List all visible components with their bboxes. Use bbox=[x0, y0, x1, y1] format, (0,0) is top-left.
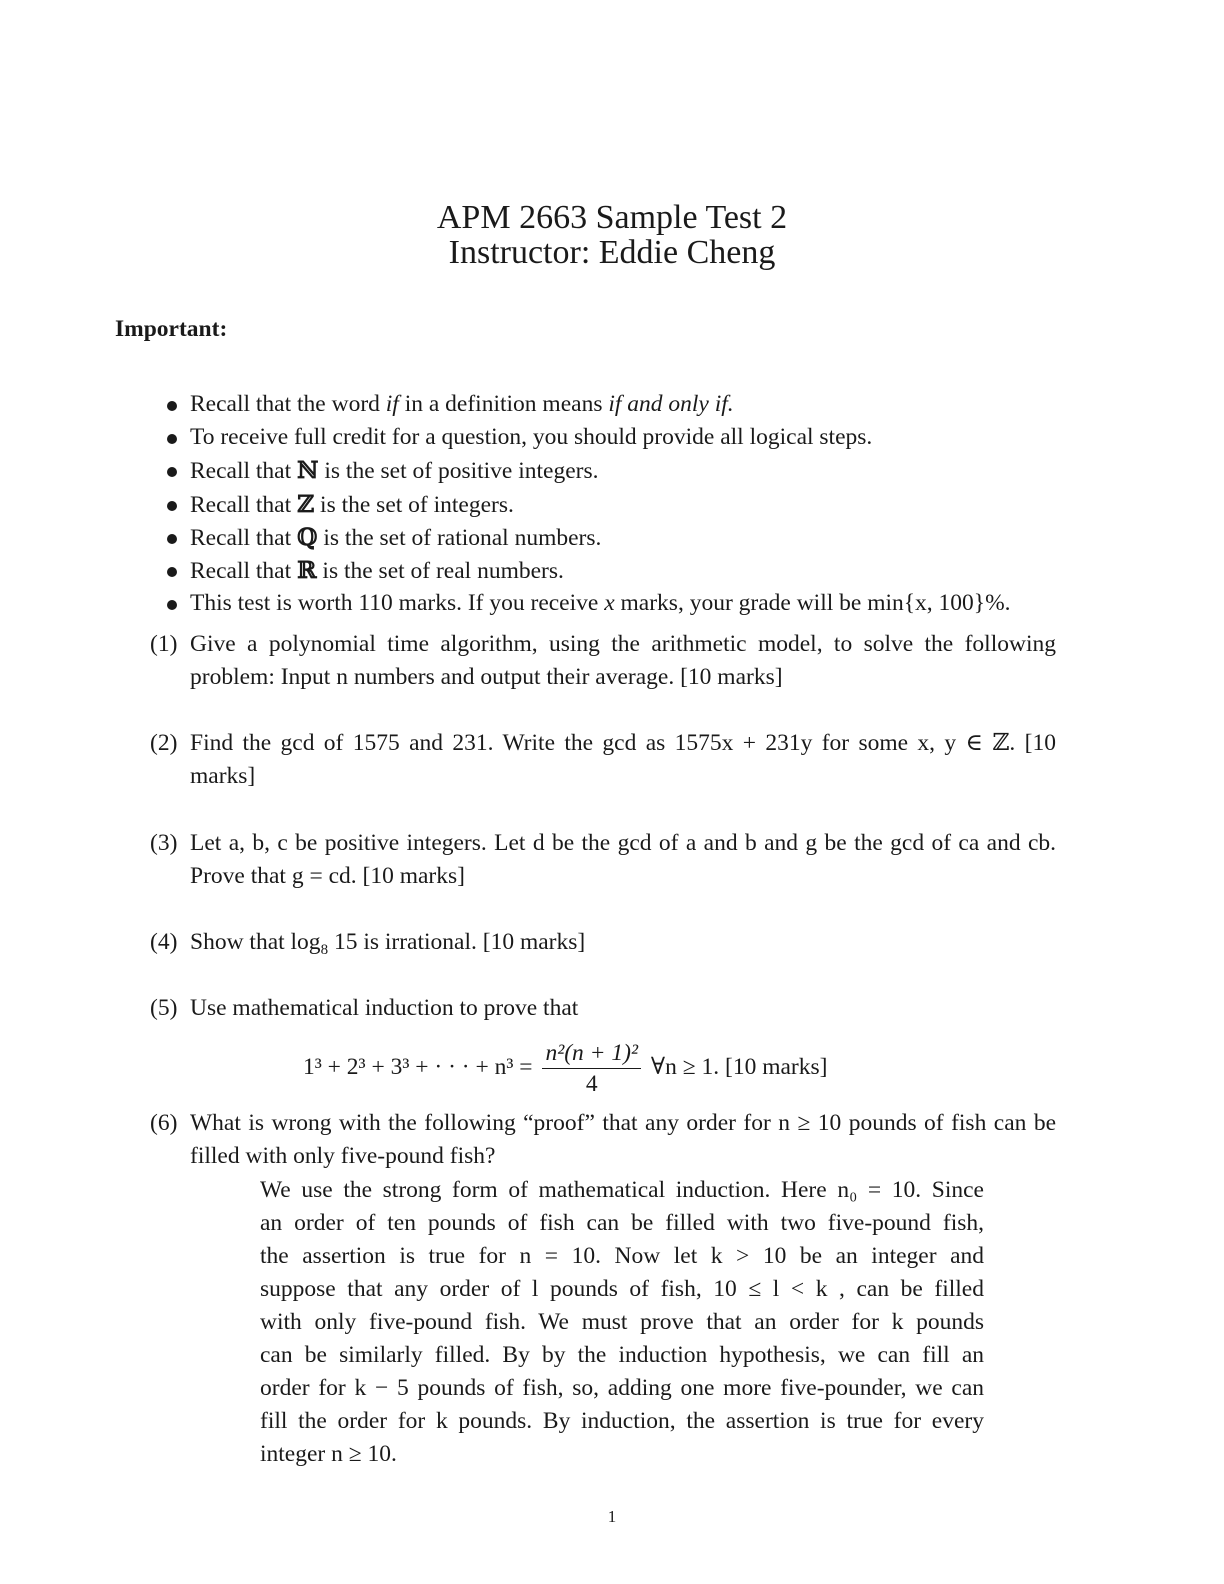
question-text bbox=[190, 926, 1056, 959]
important-heading: Important: bbox=[115, 316, 228, 342]
note-text: Recall that bbox=[190, 491, 298, 518]
question-number: (5) bbox=[150, 995, 178, 1021]
proof-line: We use the strong form of mathematical induction. Here n₀ = 10. Since bbox=[260, 1177, 984, 1203]
question-2 bbox=[150, 727, 1056, 793]
instructor-line: Instructor: Eddie Cheng bbox=[448, 234, 776, 271]
question-number: (3) bbox=[150, 830, 178, 856]
question-4 bbox=[150, 926, 1056, 959]
question-text: What is wrong with the following “proof” that any order for n ≥ 10 pounds of fish can be filled with only five-pound fish? bbox=[190, 1110, 1056, 1169]
math-variable: x bbox=[604, 590, 615, 617]
note-text: Recall that bbox=[190, 524, 298, 551]
question-text: Let a, b, c be positive integers. Let d be the gcd of a and b and g be the gcd of ca and cb. Prove that g = cd. [10 marks] bbox=[190, 830, 1056, 889]
bullet-icon bbox=[167, 467, 177, 477]
page-number: 1 bbox=[607, 1507, 617, 1526]
bullet-icon bbox=[167, 600, 177, 610]
document-title-block bbox=[0, 200, 1224, 270]
set-symbol: ℝ bbox=[297, 555, 317, 584]
question-3 bbox=[150, 827, 1056, 893]
question-text-part: 15 is irrational. [10 marks] bbox=[328, 929, 586, 955]
note-item bbox=[165, 554, 1011, 587]
note-item bbox=[165, 488, 1011, 521]
proof-line: integer n ≥ 10. bbox=[260, 1441, 397, 1467]
set-symbol: ℕ bbox=[297, 456, 319, 485]
note-text: is the set of integers. bbox=[314, 491, 514, 518]
note-item bbox=[165, 587, 1011, 620]
bullet-icon bbox=[167, 501, 177, 511]
note-item bbox=[165, 521, 1011, 554]
faulty-proof-block bbox=[260, 1174, 984, 1471]
proof-line: an order of ten pounds of fish can be filled with two five-pound fish, bbox=[260, 1210, 984, 1236]
important-notes-list bbox=[165, 388, 1011, 620]
note-text: is the set of real numbers. bbox=[316, 557, 564, 584]
note-emphasis: if bbox=[385, 391, 399, 417]
question-number: (2) bbox=[150, 730, 178, 756]
question-number: (1) bbox=[150, 631, 178, 657]
set-symbol: ℤ bbox=[297, 489, 315, 518]
question-text-part: Show that log bbox=[190, 929, 321, 955]
proof-line: can be similarly filled. By by the induction hypothesis, we can fill an bbox=[260, 1342, 984, 1368]
note-text: is the set of rational numbers. bbox=[317, 524, 602, 551]
note-text: Recall that bbox=[190, 458, 298, 485]
set-symbol: ℚ bbox=[297, 522, 318, 551]
proof-line: the assertion is true for n = 10. Now let k > 10 be an integer and bbox=[260, 1243, 984, 1269]
note-text: This test is worth 110 marks. If you receive bbox=[190, 590, 605, 617]
proof-line: with only five-pound fish. We must prove that an order for k pounds bbox=[260, 1309, 984, 1335]
question-number: (4) bbox=[150, 929, 178, 955]
equation-lhs: 1³ + 2³ + 3³ + · · · + n³ = bbox=[303, 1053, 533, 1080]
bullet-icon bbox=[167, 434, 177, 444]
bullet-icon bbox=[167, 534, 177, 544]
equation-fraction bbox=[542, 1038, 641, 1099]
question-text: Give a polynomial time algorithm, using the arithmetic model, to solve the following problem: Input n numbers and output their average. [10 marks] bbox=[190, 631, 1056, 690]
question-6 bbox=[150, 1107, 1056, 1173]
note-text: Recall that bbox=[190, 557, 298, 584]
note-text: is the set of positive integers. bbox=[318, 458, 599, 485]
log-base: 8 bbox=[320, 942, 329, 958]
note-item bbox=[165, 388, 1011, 421]
note-text: To receive full credit for a question, you should provide all logical steps. bbox=[190, 424, 873, 451]
note-text: Recall that the word bbox=[190, 391, 386, 417]
proof-line: suppose that any order of l pounds of fish, 10 ≤ l < k , can be filled bbox=[260, 1276, 984, 1302]
bullet-icon bbox=[167, 567, 177, 577]
proof-line: order for k − 5 pounds of fish, so, adding one more five-pounder, we can bbox=[260, 1375, 984, 1401]
note-text: marks, your grade will be min{x, 100}%. bbox=[614, 590, 1011, 617]
bullet-icon bbox=[167, 401, 177, 411]
question-text: Use mathematical induction to prove that bbox=[190, 995, 579, 1021]
proof-line: fill the order for k pounds. By induction, the assertion is true for every bbox=[260, 1408, 984, 1434]
induction-equation bbox=[303, 1038, 827, 1099]
question-text: Find the gcd of 1575 and 231. Write the gcd as 1575x + 231y for some x, y ∈ ℤ. [10 marks] bbox=[190, 730, 1056, 789]
note-emphasis: if and only if. bbox=[608, 391, 734, 417]
document-title: APM 2663 Sample Test 2 bbox=[436, 199, 788, 236]
note-text: in a definition means bbox=[398, 391, 609, 417]
question-number: (6) bbox=[150, 1110, 178, 1136]
note-item bbox=[165, 421, 1011, 454]
note-item bbox=[165, 454, 1011, 487]
fraction-numerator: n²(n + 1)² bbox=[542, 1038, 641, 1069]
fraction-denominator: 4 bbox=[585, 1071, 598, 1097]
question-1 bbox=[150, 628, 1056, 694]
equation-rhs: ∀n ≥ 1. [10 marks] bbox=[650, 1053, 828, 1080]
question-5 bbox=[150, 992, 1056, 1025]
